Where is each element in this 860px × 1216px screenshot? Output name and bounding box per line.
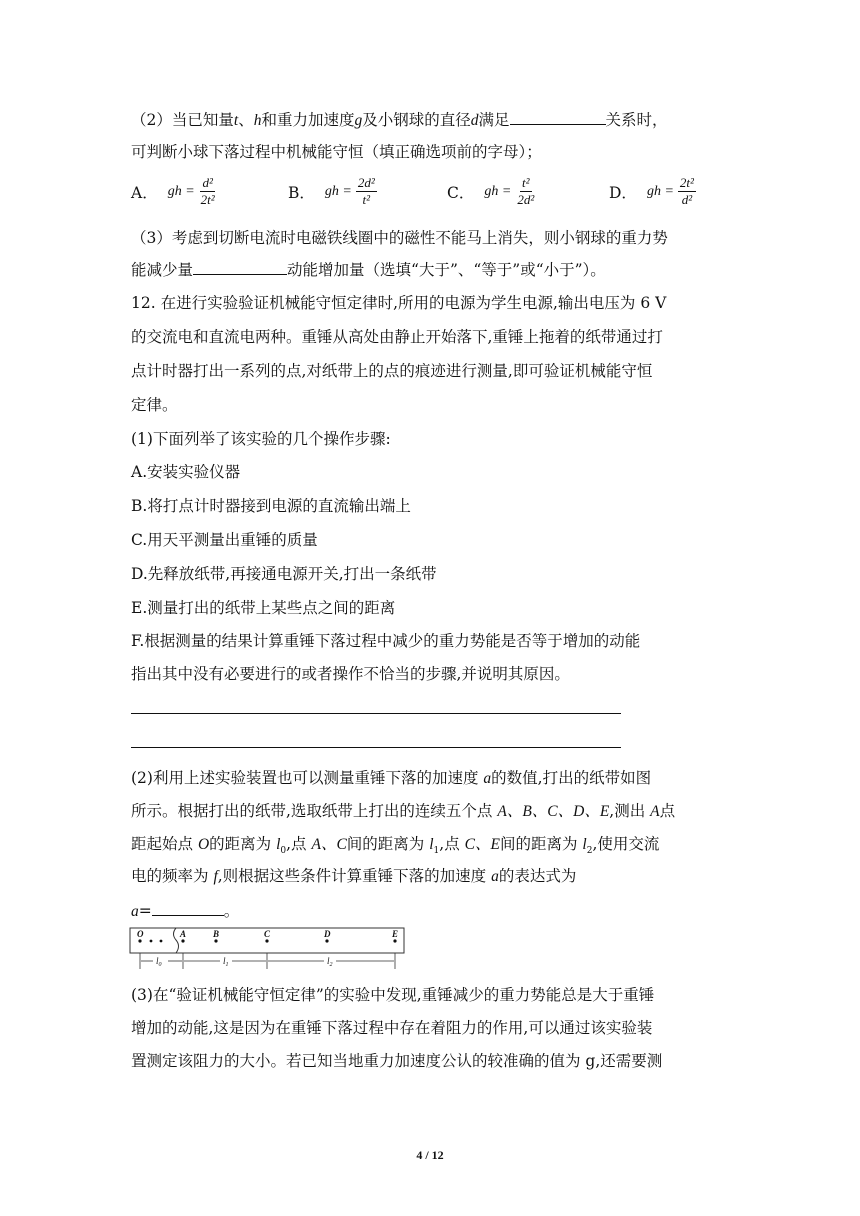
text: 所示。根据打出的纸带,选取纸带上打出的连续五个点: [131, 802, 498, 820]
q12-intro-line: 定律。: [131, 396, 178, 414]
step-item: D.先释放纸带,再接通电源开关,打出一条纸带: [131, 565, 437, 583]
option-a[interactable]: [131, 176, 217, 207]
var-a: a: [491, 868, 499, 885]
q12-intro-line: 12. 在进行实验验证机械能守恒定律时,所用的电源为学生电源,输出电压为 6 V: [131, 294, 667, 312]
text: 能减少量: [131, 261, 194, 279]
option-lhs: gh =: [324, 183, 352, 199]
answer-blank[interactable]: [193, 260, 287, 275]
var-A: A: [650, 803, 660, 820]
var-AC: A、C: [311, 836, 347, 853]
fraction: [515, 176, 536, 207]
text: ,测出: [609, 802, 651, 820]
numerator: d²: [202, 175, 213, 190]
text: （2）当已知量: [131, 111, 234, 129]
var-t: t: [233, 112, 239, 129]
text: 。: [223, 902, 240, 920]
option-letter: D．: [609, 183, 637, 202]
answer-line[interactable]: [131, 747, 621, 748]
label-l0: $l_0$: [156, 956, 162, 968]
text: 的距离为: [209, 835, 277, 853]
q11-part2-line2: 可判断小球下落过程中机械能守恒（填正确选项前的字母）；: [131, 143, 542, 161]
q12-part2-line5: [131, 901, 239, 922]
text: 电的频率为: [131, 867, 214, 885]
option-c[interactable]: [447, 176, 536, 207]
label-B: B: [213, 929, 220, 939]
denominator: 2d²: [517, 192, 535, 207]
q12-intro-line: 点计时器打出一系列的点,对纸带上的点的痕迹进行测量,即可验证机械能守恒: [131, 362, 653, 380]
page-number: 4 / 12: [416, 1148, 444, 1162]
text: 距起始点: [131, 835, 198, 853]
text: 关系时，: [605, 111, 668, 129]
label-C: C: [264, 929, 271, 939]
q12-part2-line2: [131, 801, 675, 822]
fraction: [199, 176, 217, 207]
step-item: B.将打点计时器接到电源的直流输出端上: [131, 497, 411, 515]
text: =: [138, 902, 152, 920]
dot-A: [181, 939, 184, 942]
q12-part1-question: 指出其中没有必要进行的或者操作不恰当的步骤,并说明其原因。: [131, 665, 570, 683]
text: 和重力加速度: [261, 111, 355, 129]
text: ,则根据这些条件计算重锤下落的加速度: [217, 867, 492, 885]
dot-C: [265, 939, 268, 942]
label-D: D: [324, 929, 331, 939]
q11-part3-line2: [131, 260, 606, 280]
q11-part3-line1: （3）考虑到切断电流时电磁铁线圈中的磁性不能马上消失，则小钢球的重力势: [131, 229, 668, 247]
answer-blank[interactable]: [152, 901, 224, 916]
denominator: d²: [681, 192, 693, 207]
var-O: O: [197, 836, 210, 853]
var-l1: l: [429, 836, 434, 853]
label-A: A: [180, 929, 187, 939]
text: 满足: [478, 111, 510, 129]
label-E: E: [392, 929, 399, 939]
paper-tape-diagram: [128, 925, 408, 975]
q12-part2-line3: [131, 834, 659, 861]
numerator: 2t²: [679, 175, 694, 190]
subscript: 2: [586, 846, 593, 857]
fraction: [356, 176, 377, 207]
var-h: h: [253, 112, 262, 129]
q12-part3-line: 增加的动能,这是因为在重锤下落过程中存在着阻力的作用,可以通过该实验装: [131, 1019, 653, 1037]
var-a: a: [131, 903, 139, 920]
numerator: t²: [522, 175, 530, 190]
q12-part2-line4: [131, 866, 576, 887]
answer-line[interactable]: [131, 713, 621, 714]
text: ,点: [439, 835, 465, 853]
text: 点: [659, 802, 676, 820]
dot-O: [138, 939, 141, 942]
q12-part2-line1: [131, 768, 651, 789]
option-lhs: gh =: [646, 183, 674, 199]
step-item: F.根据测量的结果计算重锤下落过程中减少的重力势能是否等于增加的动能: [131, 632, 641, 650]
var-a: a: [483, 770, 492, 787]
fraction: [678, 176, 696, 207]
denominator: 2t²: [200, 192, 215, 207]
text: 及小钢球的直径: [362, 111, 471, 129]
text: 间的距离为: [499, 835, 583, 853]
option-letter: B．: [288, 183, 315, 202]
text: 、: [238, 111, 254, 129]
var-d: d: [470, 112, 479, 129]
q12-intro-line: 的交流电和直流电两种。重锤从高处由静止开始落下,重锤上拖着的纸带通过打: [131, 328, 663, 346]
dot-D: [325, 939, 328, 942]
points-list: A、B、C、D、E: [497, 803, 610, 820]
option-lhs: gh =: [484, 183, 512, 199]
q12-part3-line: 置测定该阻力的大小。若已知当地重力加速度公认的较准确的值为 g,还需要测: [131, 1052, 663, 1070]
q12-part1-title: (1)下面列举了该实验的几个操作步骤:: [131, 430, 391, 448]
var-g: g: [354, 112, 363, 129]
text: ,点: [286, 835, 312, 853]
numerator: 2d²: [357, 175, 375, 190]
option-letter: C．: [447, 183, 475, 202]
label-O: O: [137, 929, 144, 939]
text: 间的距离为: [346, 835, 430, 853]
label-l1: $l_1$: [223, 956, 229, 968]
text: 的表达式为: [498, 867, 577, 885]
denominator: t²: [362, 192, 371, 207]
var-f: f: [213, 868, 218, 885]
text: 动能增加量（选填“大于”、“等于”或“小于”）。: [287, 261, 606, 279]
var-l2: l: [582, 836, 587, 853]
text: 的数值,打出的纸带如图: [491, 769, 652, 787]
text: (2)利用上述实验装置也可以测量重锤下落的加速度: [131, 769, 484, 787]
option-lhs: gh =: [167, 183, 195, 199]
dot: [150, 940, 153, 943]
step-item: E.测量打出的纸带上某些点之间的距离: [131, 599, 396, 617]
subscript: 0: [280, 846, 287, 857]
q11-part2-line1: [131, 110, 668, 131]
var-l0: l: [276, 836, 281, 853]
dot: [160, 940, 163, 943]
label-l2: $l_2$: [327, 956, 333, 968]
text: ,使用交流: [592, 835, 660, 853]
step-item: A.安装实验仪器: [131, 463, 241, 481]
option-letter: A．: [131, 183, 158, 202]
q12-part3-line: (3)在“验证机械能守恒定律”的实验中发现,重锤减少的重力势能总是大于重锤: [131, 986, 655, 1004]
dot-E: [393, 939, 396, 942]
dot-B: [214, 939, 217, 942]
subscript: 1: [433, 846, 440, 857]
option-d[interactable]: [609, 176, 696, 207]
step-item: C.用天平测量出重锤的质量: [131, 531, 318, 549]
answer-blank[interactable]: [510, 110, 606, 125]
option-b[interactable]: [288, 176, 377, 207]
var-CE: C、E: [464, 836, 500, 853]
